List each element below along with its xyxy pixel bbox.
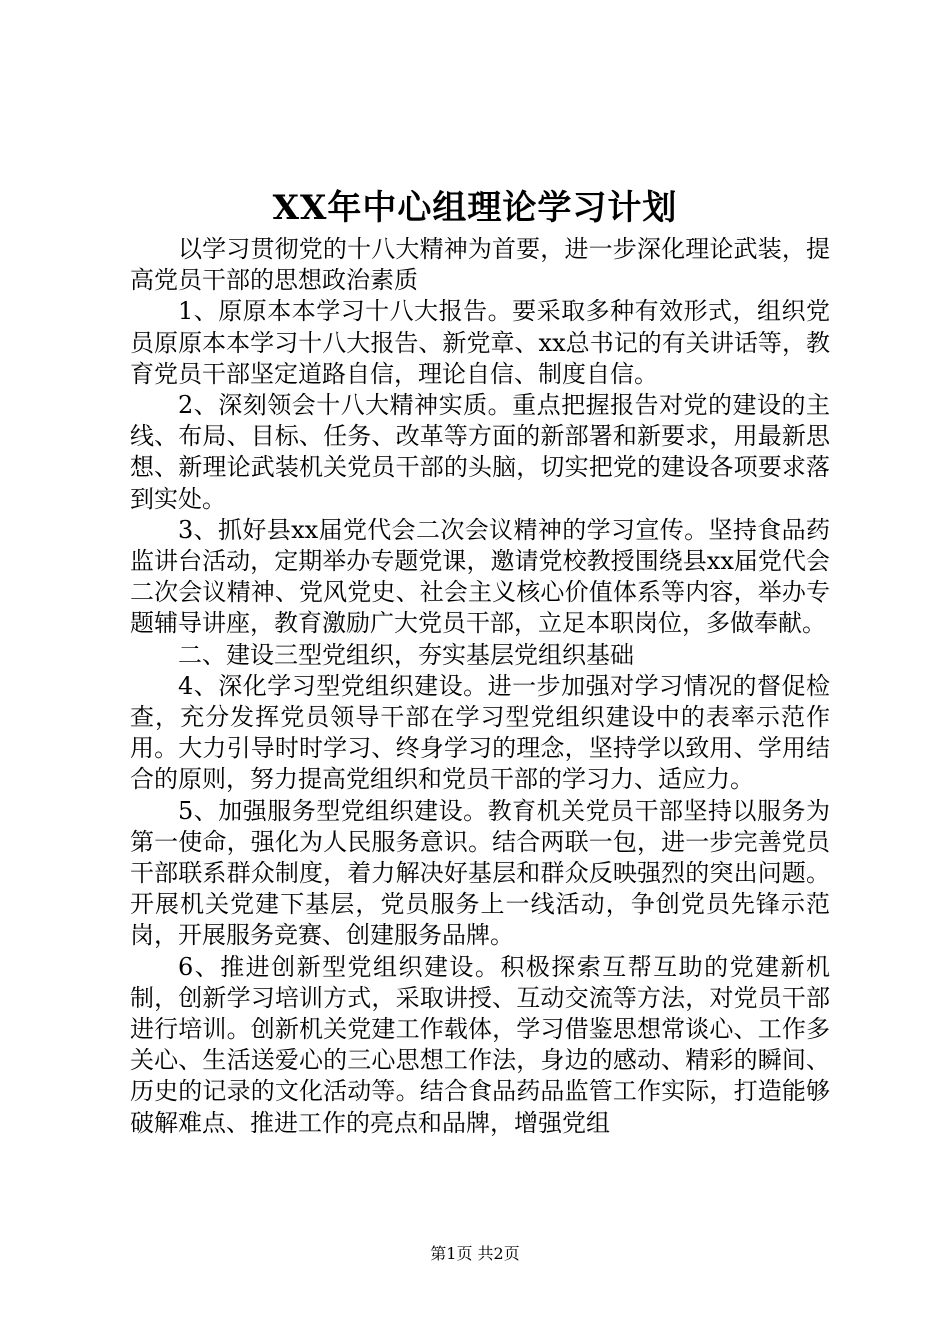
paragraph-item-5: 5、加强服务型党组织建设。教育机关党员干部坚持以服务为第一使命，强化为人民服务意识。结合两联一包，进一步完善党员干部联系群众制度，着力解决好基层和群众反映强烈的突出问题。开展机关党建下基层，党员服务上一线活动，争创党员先锋示范岗，开展服务竞赛、创建服务品牌。 [130, 796, 830, 950]
paragraph-item-4: 4、深化学习型党组织建设。进一步加强对学习情况的督促检查，充分发挥党员领导干部在学习型党组织建设中的表率示范作用。大力引导时时学习、终身学习的理念，坚持学以致用、学用结合的原则，努力提高党组织和党员干部的学习力、适应力。 [130, 671, 830, 794]
section-heading-2: 二、建设三型党组织，夯实基层党组织基础 [178, 640, 634, 669]
page-footer: 第1页 共2页 [430, 1244, 520, 1263]
document-title: XX年中心组理论学习计划 [272, 188, 678, 228]
paragraph-item-2: 2、深刻领会十八大精神实质。重点把握报告对党的建设的主线、布局、目标、任务、改革等方面的新部署和新要求，用最新思想、新理论武装机关党员干部的头脑，切实把党的建设各项要求落到实处。 [130, 391, 830, 513]
document-body [130, 234, 830, 1139]
paragraph-item-1: 1、原原本本学习十八大报告。要采取多种有效形式，组织党员原原本本学习十八大报告、新党章、xx总书记的有关讲话等，教育党员干部坚定道路自信，理论自信、制度自信。 [130, 297, 830, 388]
paragraph-intro: 以学习贯彻党的十八大精神为首要，进一步深化理论武装，提高党员干部的思想政治素质 [130, 235, 830, 295]
paragraph-item-6: 6、推进创新型党组织建设。积极探索互帮互助的党建新机制，创新学习培训方式，采取讲授、互动交流等方法，对党员干部进行培训。创新机关党建工作载体，学习借鉴思想常谈心、工作多关心、生活送爱心的三心思想工作法，身边的感动、精彩的瞬间、历史的记录的文化活动等。结合食品药品监管工作实际，打造能够破解难点、推进工作的亮点和品牌，增强党组 [130, 952, 830, 1137]
paragraph-item-3: 3、抓好县xx届党代会二次会议精神的学习宣传。坚持食品药监讲台活动，定期举办专题党课，邀请党校教授围绕县xx届党代会二次会议精神、党风党史、社会主义核心价值体系等内容，举办专题辅导讲座，教育激励广大党员干部，立足本职岗位，多做奉献。 [130, 515, 830, 638]
